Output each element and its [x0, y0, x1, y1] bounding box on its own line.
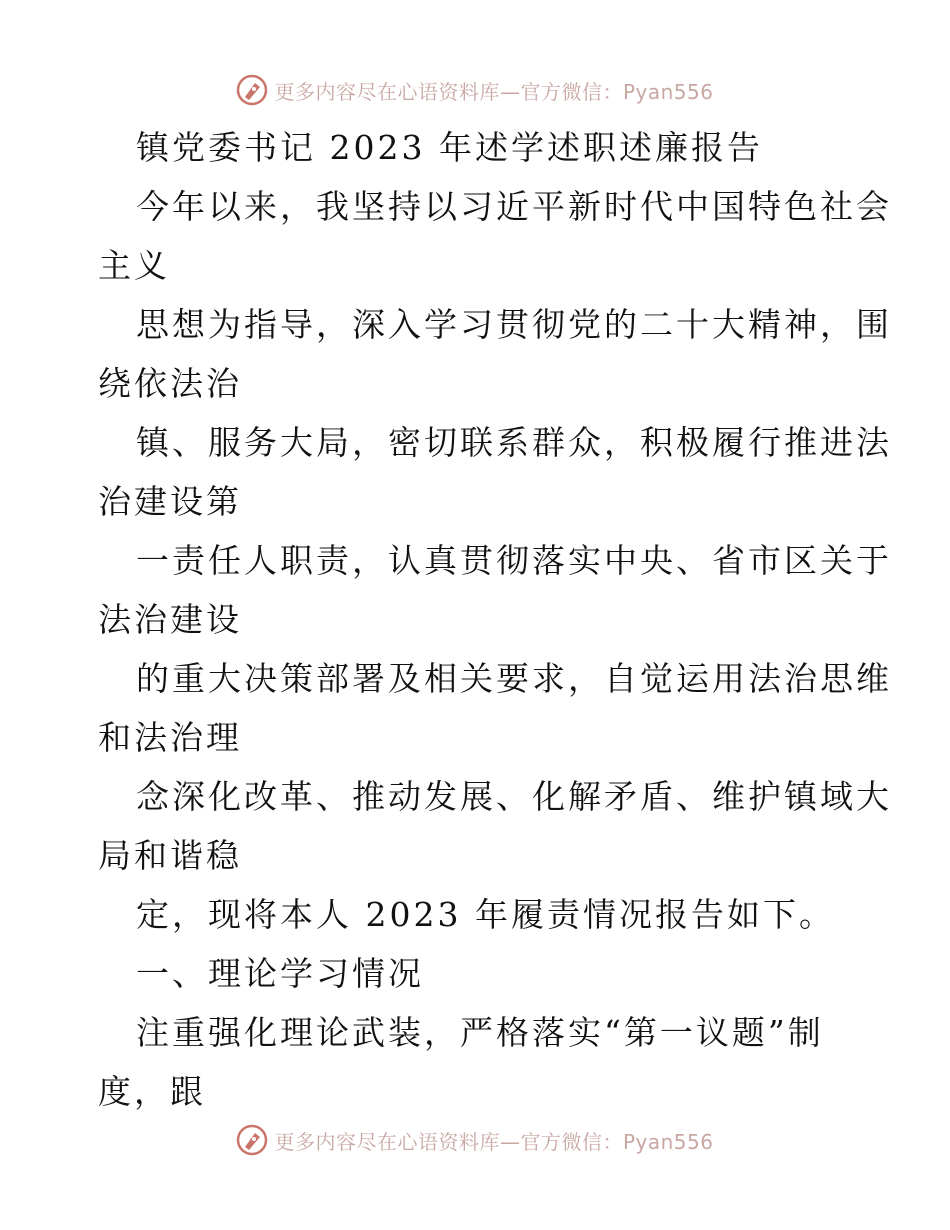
text-line: 一、理论学习情况: [136, 954, 424, 993]
document-title: 镇党委书记 2023 年述学述职述廉报告: [136, 128, 763, 167]
text-line: 的重大决策部署及相关要求，自觉运用法治思维: [136, 659, 892, 698]
text-line: 主义: [98, 246, 170, 285]
text-line: 度，跟: [98, 1072, 206, 1111]
text-line: 定，现将本人 2023 年履责情况报告如下。: [136, 895, 835, 934]
watermark-text: 更多内容尽在心语资料库—官方微信：Pyan556: [274, 1129, 714, 1154]
text-line: 注重强化理论武装，严格落实“第一议题”制: [136, 1013, 824, 1052]
text-line: 镇、服务大局，密切联系群众，积极履行推进法: [136, 423, 892, 462]
text-line: 思想为指导，深入学习贯彻党的二十大精神，围: [136, 305, 892, 344]
text-line: 绕依法治: [98, 364, 242, 403]
text-line: 今年以来，我坚持以习近平新时代中国特色社会: [136, 187, 892, 226]
text-line: 一责任人职责，认真贯彻落实中央、省市区关于: [136, 541, 892, 580]
text-line: 法治建设: [98, 600, 242, 639]
watermark-text: 更多内容尽在心语资料库—官方微信：Pyan556: [274, 79, 714, 104]
document-body: [98, 118, 892, 1121]
pen-nib-logo-icon: [236, 1124, 268, 1156]
text-line: 局和谐稳: [98, 836, 242, 875]
text-line: 治建设第: [98, 482, 242, 521]
text-line: 和法治理: [98, 718, 242, 757]
footer-watermark: [0, 1120, 950, 1160]
pen-nib-logo-icon: [236, 74, 268, 106]
header-watermark: [0, 70, 950, 110]
text-line: 念深化改革、推动发展、化解矛盾、维护镇域大: [136, 777, 892, 816]
